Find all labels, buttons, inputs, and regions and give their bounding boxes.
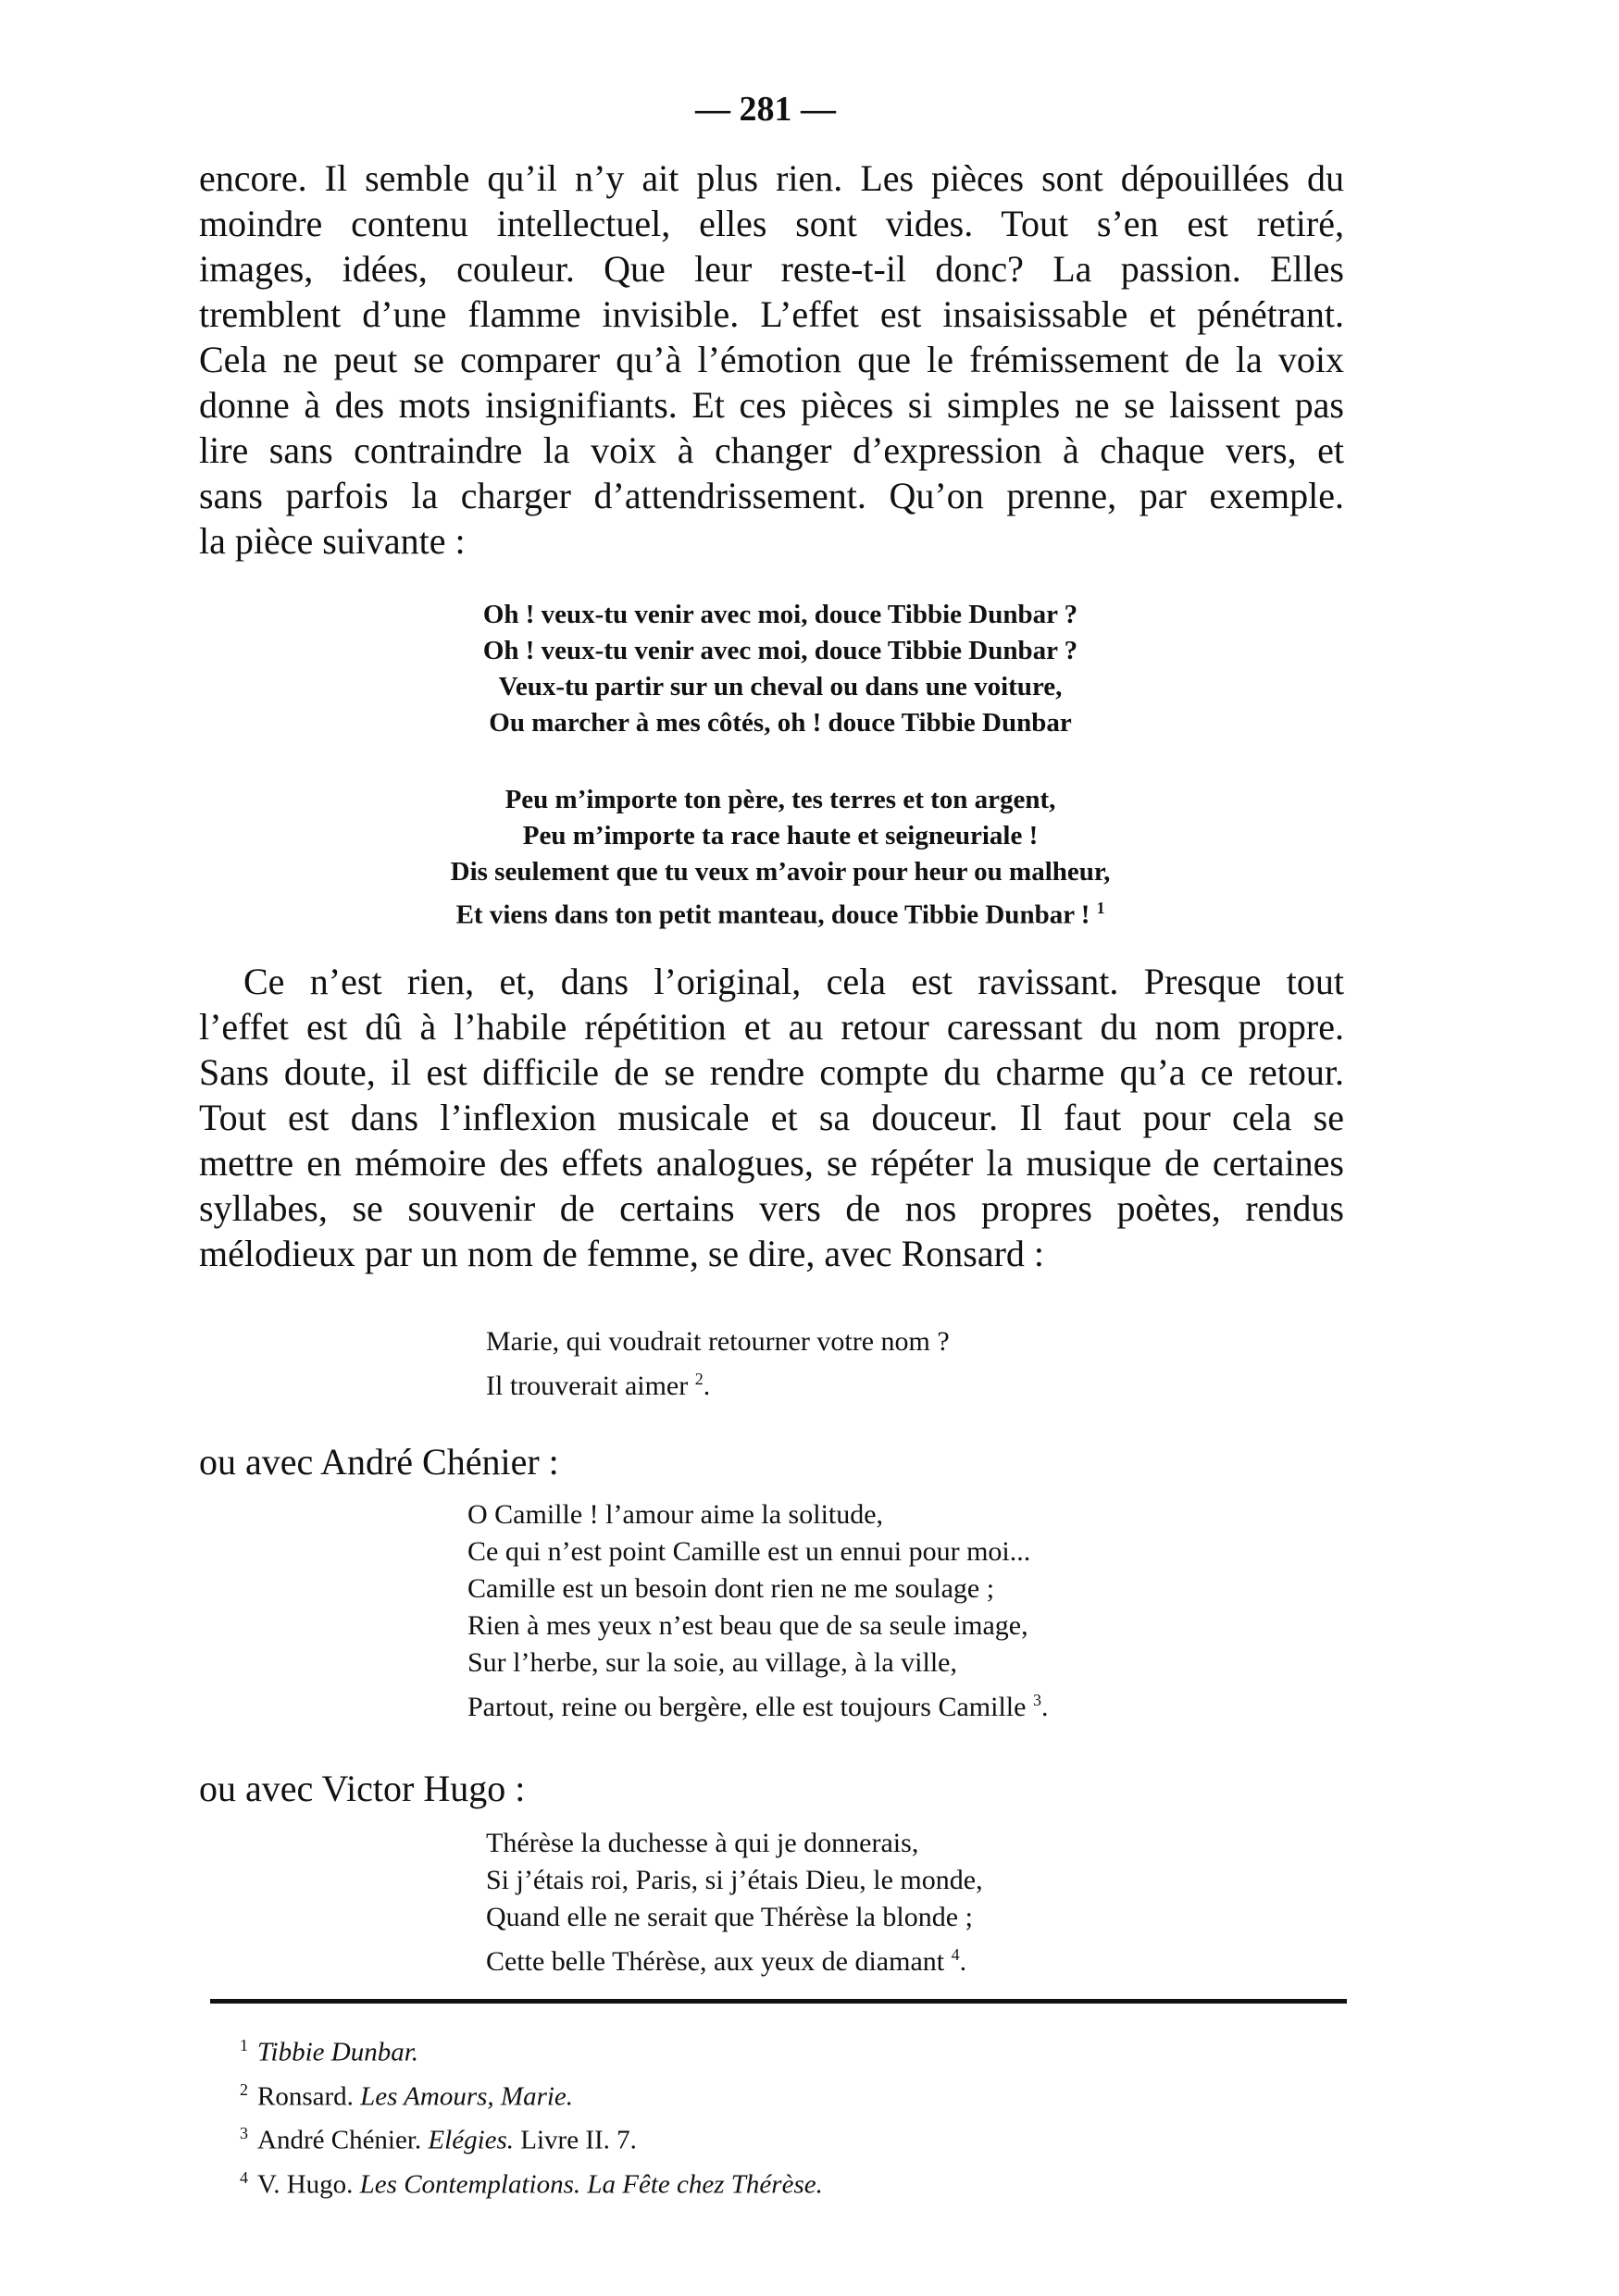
footnotes [240,2027,823,2203]
verse-line: Camille est un besoin dont rien ne me soulage ; [467,1573,995,1604]
verse-line: Et viens dans ton petit manteau, douce Tibbie Dunbar ! [455,900,1090,930]
footnote-italic: Tibbie Dunbar. [257,2037,419,2067]
footnote-text: André Chénier. [257,2125,429,2155]
text-line: donne à des mots insignifiants. Et ces pièces si simples ne se laissent pas [199,384,1344,426]
ronsard-quote: Marie, qui voudrait retourner votre nom ? Il trouverait aimer $^2$. [486,1323,950,1405]
text-line: lire sans contraindre la voix à changer d’expression à chaque vers, et [199,429,1344,471]
verse-line: Il trouverait aimer [486,1371,689,1401]
footnote-italic: Elégies. [428,2125,515,2155]
text-line: mélodieux par un nom de femme, se dire, avec Ronsard : [199,1233,1045,1274]
footnote [240,2027,823,2071]
footnote [240,2071,823,2116]
text-line: Sans doute, il est difficile de se rendre compte du charme qu’a ce retour. [199,1051,1344,1093]
verse-line: Dis seulement que tu veux m’avoir pour heur ou malheur, [450,857,1111,887]
footnote-italic: Les Amours, Marie. [360,2081,574,2112]
footnote-italic: Les Contemplations. La Fête chez Thérèse. [359,2169,823,2200]
verse-line: Quand elle ne serait que Thérèse la blonde ; [486,1902,973,1932]
verse-line: Ce qui n’est point Camille est un ennui pour moi... [467,1536,1031,1567]
verse-line: Ou marcher à mes côtés, oh ! douce Tibbie Dunbar [489,708,1072,738]
page-number: — 281 — [695,90,836,129]
verse-line: Thérèse la duchesse à qui je donnerais, [486,1828,919,1858]
text-line: la pièce suivante : [199,520,466,562]
hugo-intro: ou avec Victor Hugo : [199,1768,526,1809]
text-line: encore. Il semble qu’il n’y ait plus rien. Les pièces sont dépouillées du [199,157,1344,199]
footnote [240,2115,823,2159]
footnote-ref: 3 [1032,1691,1041,1709]
text-line: l’effet est dû à l’habile répétition et au retour caressant du nom propre. [199,1006,1344,1048]
poem-stanza-1 [0,597,1561,741]
poem-stanza-2 [0,782,1561,934]
verse-line: Si j’étais roi, Paris, si j’étais Dieu, le monde, [486,1865,983,1895]
footnote-text: Livre II. 7. [514,2125,637,2155]
text-line: Tout est dans l’inflexion musicale et sa douceur. Il faut pour cela se [199,1097,1344,1138]
footnote-number: 2 [240,2079,248,2099]
verse-line: Peu m’importe ta race haute et seigneuriale ! [522,821,1039,850]
verse-line: Partout, reine ou bergère, elle est toujours Camille [467,1692,1027,1722]
footnote-divider [210,1999,1347,2004]
verse-line: Sur l’herbe, sur la soie, au village, à la ville, [467,1647,957,1678]
text-line: mettre en mémoire des effets analogues, se répéter la musique de certaines [199,1142,1344,1184]
footnote-number: 4 [240,2167,248,2187]
text-line: images, idées, couleur. Que leur reste-t-il donc? La passion. Elles [199,248,1344,290]
verse-line: Oh ! veux-tu venir avec moi, douce Tibbie Dunbar ? [482,636,1078,665]
chenier-quote: O Camille ! l’amour aime la solitude, Ce qui n’est point Camille est un ennui pour moi... Camille est un besoin dont rien ne me soulage ; Rien à mes yeux n’est beau que de sa seule image, Sur l’herbe, sur la soie, au village, à la ville, Partout, reine ou bergère, elle est toujours Camille $^3$. [467,1496,1048,1726]
footnote-ref: 1 [1096,899,1105,917]
footnote-number: 3 [240,2124,248,2143]
verse-line: O Camille ! l’amour aime la solitude, [467,1499,884,1530]
footnote-ref: 4 [951,1945,960,1964]
chenier-intro: ou avec André Chénier : [199,1441,559,1483]
hugo-quote: Thérèse la duchesse à qui je donnerais, Si j’étais roi, Paris, si j’étais Dieu, le monde, Quand elle ne serait que Thérèse la blonde ; Cette belle Thérèse, aux yeux de diamant $^4$. [486,1825,983,1980]
paragraph-1 [199,155,1344,564]
footnote-text: Ronsard. [257,2081,361,2112]
text-line: moindre contenu intellectuel, elles sont vides. Tout s’en est retiré, [199,203,1344,244]
verse-line: Peu m’importe ton père, tes terres et ton argent, [504,785,1056,814]
verse-line: Cette belle Thérèse, aux yeux de diamant [486,1946,945,1977]
footnote [240,2159,823,2203]
verse-line: Veux-tu partir sur un cheval ou dans une voiture, [498,672,1063,701]
footnote-number: 1 [240,2036,248,2054]
text-line: syllabes, se souvenir de certains vers de nos propres poètes, rendus [199,1187,1344,1229]
text-line: sans parfois la charger d’attendrissement. Qu’on prenne, par exemple. [199,475,1344,516]
text-line: Ce n’est rien, et, dans l’original, cela est ravissant. Presque tout [243,961,1344,1002]
text-line: Cela ne peut se comparer qu’à l’émotion que le frémissement de la voix [199,339,1344,380]
verse-line: Marie, qui voudrait retourner votre nom ? [486,1326,950,1357]
verse-line: Rien à mes yeux n’est beau que de sa seule image, [467,1610,1028,1641]
footnote-ref: 2 [694,1370,704,1388]
paragraph-2 [199,959,1344,1276]
footnote-text: V. Hugo. [257,2169,360,2200]
text-line: tremblent d’une flamme invisible. L’effet est insaisissable et pénétrant. [199,293,1344,335]
verse-line: Oh ! veux-tu venir avec moi, douce Tibbie Dunbar ? [482,600,1078,629]
